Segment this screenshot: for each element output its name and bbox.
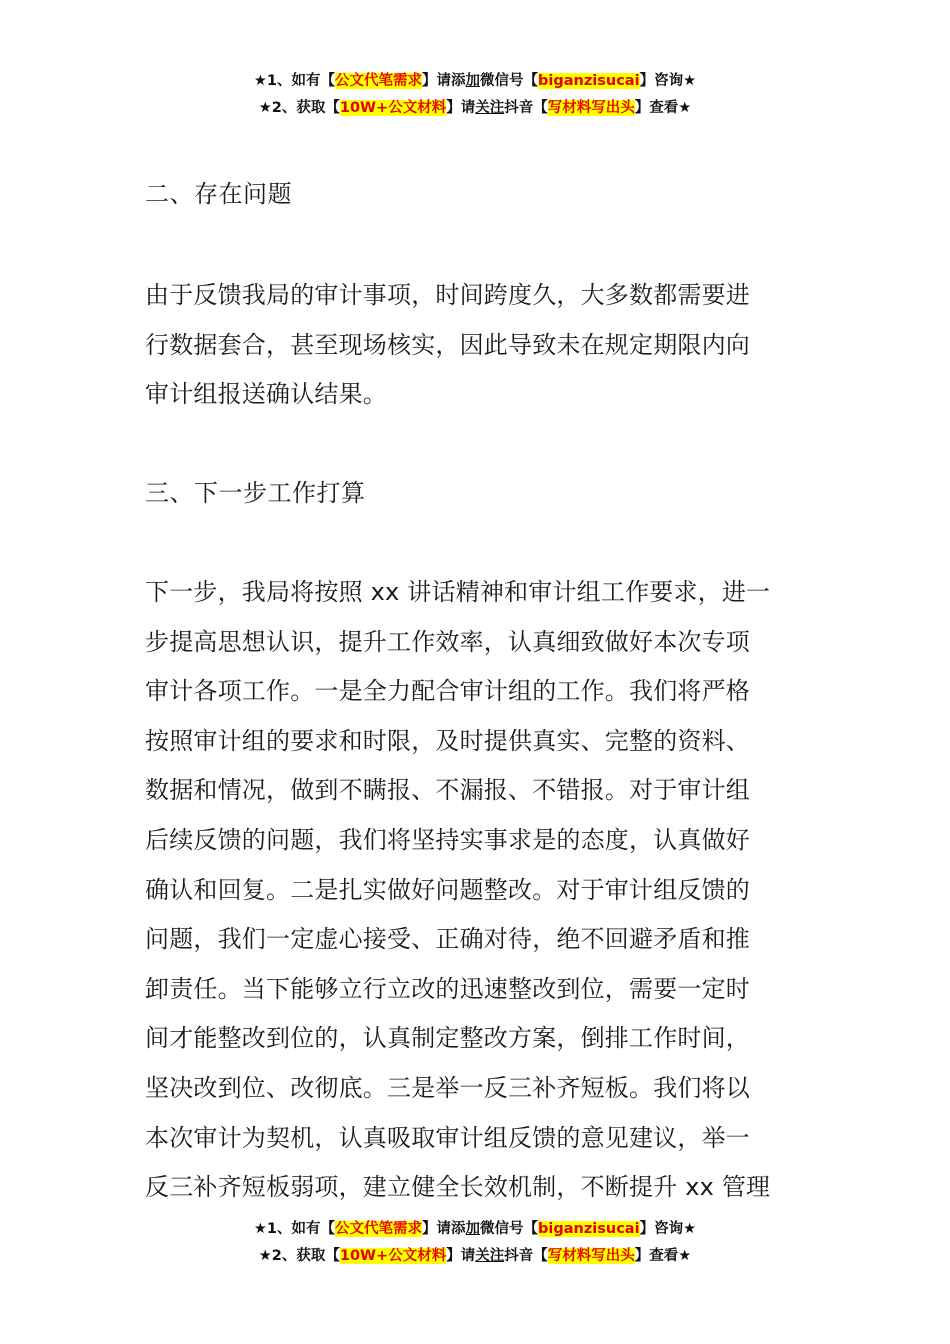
banner-text: 】请 [446,1248,476,1264]
banner-text: ★2、获取【 [258,1248,340,1264]
paragraph-line: 行数据套合，甚至现场核实，因此导致未在规定期限内向 [145,330,750,359]
banner-text: 】查看★ [634,100,692,116]
bottom-banner [0,1216,950,1270]
banner-text: ★2、获取【 [258,100,340,116]
banner-highlight: 10W+公文材料 [339,100,447,116]
banner-line-1 [0,1216,950,1243]
banner-highlight: 10W+公文材料 [339,1248,447,1264]
banner-text: 】请添 [422,1221,466,1237]
paragraph-line: 数据和情况，做到不瞒报、不漏报、不错报。对于审计组 [145,776,750,805]
banner-underlined: 关注 [475,100,505,116]
banner-text: ★1、如有【 [253,73,336,89]
banner-highlight: biganzisucai [538,73,640,89]
paragraph-line: 问题，我们一定虚心接受、正确对待，绝不回避矛盾和推 [145,925,750,954]
banner-highlight: 公文代笔需求 [335,73,423,89]
banner-text: 】请添 [422,73,466,89]
paragraph-line: 下一步，我局将按照 xx 讲话精神和审计组工作要求，进一 [145,578,771,606]
banner-highlight: 写材料写出头 [547,1248,635,1264]
banner-text: 】咨询★ [639,73,697,89]
paragraph-line: 审计组报送确认结果。 [145,380,387,409]
banner-underlined: 加 [465,73,481,89]
paragraph-line: 卸责任。当下能够立行立改的迅速整改到位，需要一定时 [145,974,750,1003]
top-banner [0,68,950,122]
banner-line-2 [0,95,950,122]
banner-text: 微信号【 [480,1221,539,1237]
paragraph-line: 间才能整改到位的，认真制定整改方案，倒排工作时间， [145,1024,750,1053]
paragraph-problems [145,271,815,420]
banner-text: 抖音【 [504,100,548,116]
banner-text: 抖音【 [504,1248,548,1264]
banner-text: 】咨询★ [639,1221,697,1237]
paragraph-next-steps [145,568,815,1213]
paragraph-line: 由于反馈我局的审计事项，时间跨度久，大多数都需要进 [145,281,750,309]
banner-line-2 [0,1243,950,1270]
paragraph-line: 反三补齐短板弱项，建立健全长效机制，不断提升 xx 管理 [145,1173,771,1202]
section-heading-next-steps: 三、下一步工作打算 [145,479,366,507]
banner-text: 】查看★ [634,1248,692,1264]
paragraph-line: 确认和回复。二是扎实做好问题整改。对于审计组反馈的 [145,875,750,904]
paragraph-line: 坚决改到位、改彻底。三是举一反三补齐短板。我们将以 [145,1073,750,1102]
paragraph-line: 后续反馈的问题，我们将坚持实事求是的态度，认真做好 [145,825,750,854]
paragraph-line: 步提高思想认识，提升工作效率，认真细致做好本次专项 [145,627,750,656]
banner-line-1 [0,68,950,95]
section-heading-problems: 二、存在问题 [145,180,292,208]
banner-text: 】请 [446,100,476,116]
paragraph-line: 本次审计为契机，认真吸取审计组反馈的意见建议，举一 [145,1123,750,1152]
banner-highlight: 写材料写出头 [547,100,635,116]
banner-text: 微信号【 [480,73,539,89]
banner-highlight: biganzisucai [538,1221,640,1237]
banner-text: ★1、如有【 [253,1221,336,1237]
banner-highlight: 公文代笔需求 [335,1221,423,1237]
banner-underlined: 关注 [475,1248,505,1264]
paragraph-line: 按照审计组的要求和时限，及时提供真实、完整的资料、 [145,726,750,755]
banner-underlined: 加 [465,1221,481,1237]
paragraph-line: 审计各项工作。一是全力配合审计组的工作。我们将严格 [145,677,750,706]
